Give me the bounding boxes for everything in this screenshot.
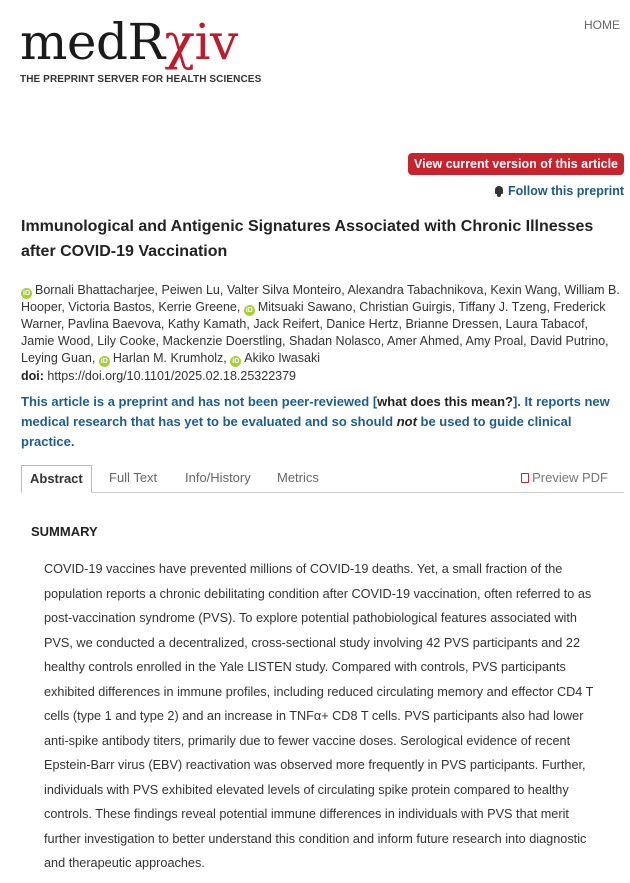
author-name[interactable]: William B. Hooper (21, 283, 620, 314)
author-name[interactable]: Kexin Wang (490, 283, 558, 297)
logo-wordmark (20, 14, 238, 70)
orcid-icon[interactable]: iD (100, 358, 108, 365)
author-name[interactable]: Mackenzie Doerstling (162, 334, 283, 348)
author-name[interactable]: David Putrino (530, 334, 606, 348)
author-name[interactable]: Amer Ahmed (386, 334, 460, 348)
logo-part1: medR (20, 13, 165, 71)
author-name[interactable]: Shadan Nolasco (288, 334, 381, 348)
logo-tagline: THE PREPRINT SERVER FOR HEALTH SCIENCES (20, 74, 262, 85)
author-name[interactable]: Lily Cooke (97, 334, 156, 348)
summary-heading: SUMMARY (31, 524, 98, 539)
author-name[interactable]: Bornali Bhattacharjee (35, 283, 155, 297)
bell-icon (494, 186, 504, 197)
author-name[interactable]: Harlan M. Krumholz (112, 351, 224, 365)
author-name[interactable]: Pavlina Baevova (67, 317, 161, 331)
logo-part2: χiv (164, 13, 238, 71)
doi-label: doi: (21, 369, 44, 383)
author-name[interactable]: Valter Silva Monteiro (226, 283, 342, 297)
author-name[interactable]: Jack Reifert (253, 317, 320, 331)
author-name[interactable]: Amy Proal (465, 334, 524, 348)
orcid-icon[interactable]: iD (23, 290, 30, 297)
orcid-icon[interactable]: iD (245, 307, 253, 314)
orcid-icon[interactable]: iD (232, 358, 240, 365)
author-name[interactable]: Jamie Wood (21, 334, 91, 348)
article-title: Immunological and Antigenic Signatures Associated with Chronic Illnesses after COVID-19 Vaccination (21, 218, 594, 260)
preview-pdf-label: Preview PDF (532, 470, 608, 485)
author-name[interactable]: Peiwen Lu (161, 283, 220, 297)
notice-emphasis: not (396, 414, 417, 429)
author-list: iD Bornali Bhattacharjee, Peiwen Lu, Valter Silva Monteiro, Alexandra Tabachnikova, Kexin Wang, William B. Hooper, Victoria Bastos, Kerrie Greene, iD Mitsuaki Sawano, Christian Guirgis, Tiffany J. Tzeng, Frederick Warner, Pavlina Baevova, Kathy Kamath, Jack Reifert, Danice Hertz, Brianne Dressen, Laura Tabacof, Jamie Wood, Lily Cooke, Mackenzie Doerstling, Shadan Nolasco, Amer Ahmed, Amy Proal, David Putrino, Leying Guan, iD Harlan M. Krumholz, iD Akiko Iwasaki (21, 283, 620, 365)
follow-label: Follow this preprint (508, 184, 624, 198)
article-tabs (21, 465, 624, 493)
author-name[interactable]: Frederick Warner (21, 300, 606, 331)
view-current-version-button[interactable]: View current version of this article (408, 153, 624, 175)
what-does-this-mean-link[interactable]: what does this mean? (377, 394, 513, 409)
tab-info-history[interactable]: Info/History (185, 470, 251, 485)
author-name[interactable]: Leying Guan (21, 351, 92, 365)
author-name[interactable]: Danice Hertz (326, 317, 399, 331)
tab-full-text[interactable]: Full Text (109, 470, 158, 485)
notice-part3: be used to guide clinical practice. (21, 414, 572, 449)
author-name[interactable]: Victoria Bastos (68, 300, 152, 314)
home-link[interactable]: HOME (584, 18, 620, 32)
doi-line (21, 369, 296, 383)
preview-pdf-link[interactable] (521, 465, 608, 491)
author-name[interactable]: Christian Guirgis (359, 300, 452, 314)
author-name[interactable]: Mitsuaki Sawano (257, 300, 353, 314)
preprint-notice (21, 392, 624, 452)
author-name[interactable]: Akiko Iwasaki (244, 351, 320, 365)
medrxiv-logo[interactable] (20, 14, 261, 85)
pdf-icon (521, 473, 529, 483)
follow-preprint-link[interactable] (494, 184, 624, 198)
author-name[interactable]: Alexandra Tabachnikova (347, 283, 484, 297)
doi-link[interactable]: https://doi.org/10.1101/2025.02.18.25322379 (47, 369, 296, 383)
notice-part1: This article is a preprint and has not been peer-reviewed [ (21, 394, 378, 409)
author-name[interactable]: Brianne Dressen (405, 317, 499, 331)
author-name[interactable]: Kathy Kamath (167, 317, 247, 331)
notice-part2: ]. It reports new medical research that has yet to be evaluated and so should (21, 394, 610, 429)
author-name[interactable]: Kerrie Greene (158, 300, 237, 314)
author-name[interactable]: Tiffany J. Tzeng (458, 300, 547, 314)
tab-abstract[interactable]: Abstract (21, 465, 92, 493)
abstract-text: COVID-19 vaccines have prevented millions of COVID-19 deaths. Yet, a small fraction of the population reports a chronic debilitating condition after COVID-19 vaccination, often referred to as post-vaccination syndrome (PVS). To explore potential pathobiological features associated with PVS, we conducted a decentralized, cross-sectional study involving 42 PVS participants and 22 healthy controls enrolled in the Yale LISTEN study. Compared with controls, PVS participants exhibited differences in immune profiles, including reduced circulating memory and effector CD4 T cells (type 1 and type 2) and an increase in TNFα+ CD8 T cells. PVS participants also had lower anti-spike antibody titers, primarily due to fewer vaccine doses. Serological evidence of recent Epstein-Barr virus (EBV) reactivation was observed more frequently in PVS participants. Further, individuals with PVS exhibited elevated levels of circulating spike protein compared to healthy controls. These findings reveal potential immune differences in individuals with PVS that merit further investigation to better understand this condition and inform future research into diagnostic and therapeutic approaches. (44, 562, 594, 870)
author-name[interactable]: Laura Tabacof (505, 317, 585, 331)
tab-metrics[interactable]: Metrics (277, 470, 319, 485)
